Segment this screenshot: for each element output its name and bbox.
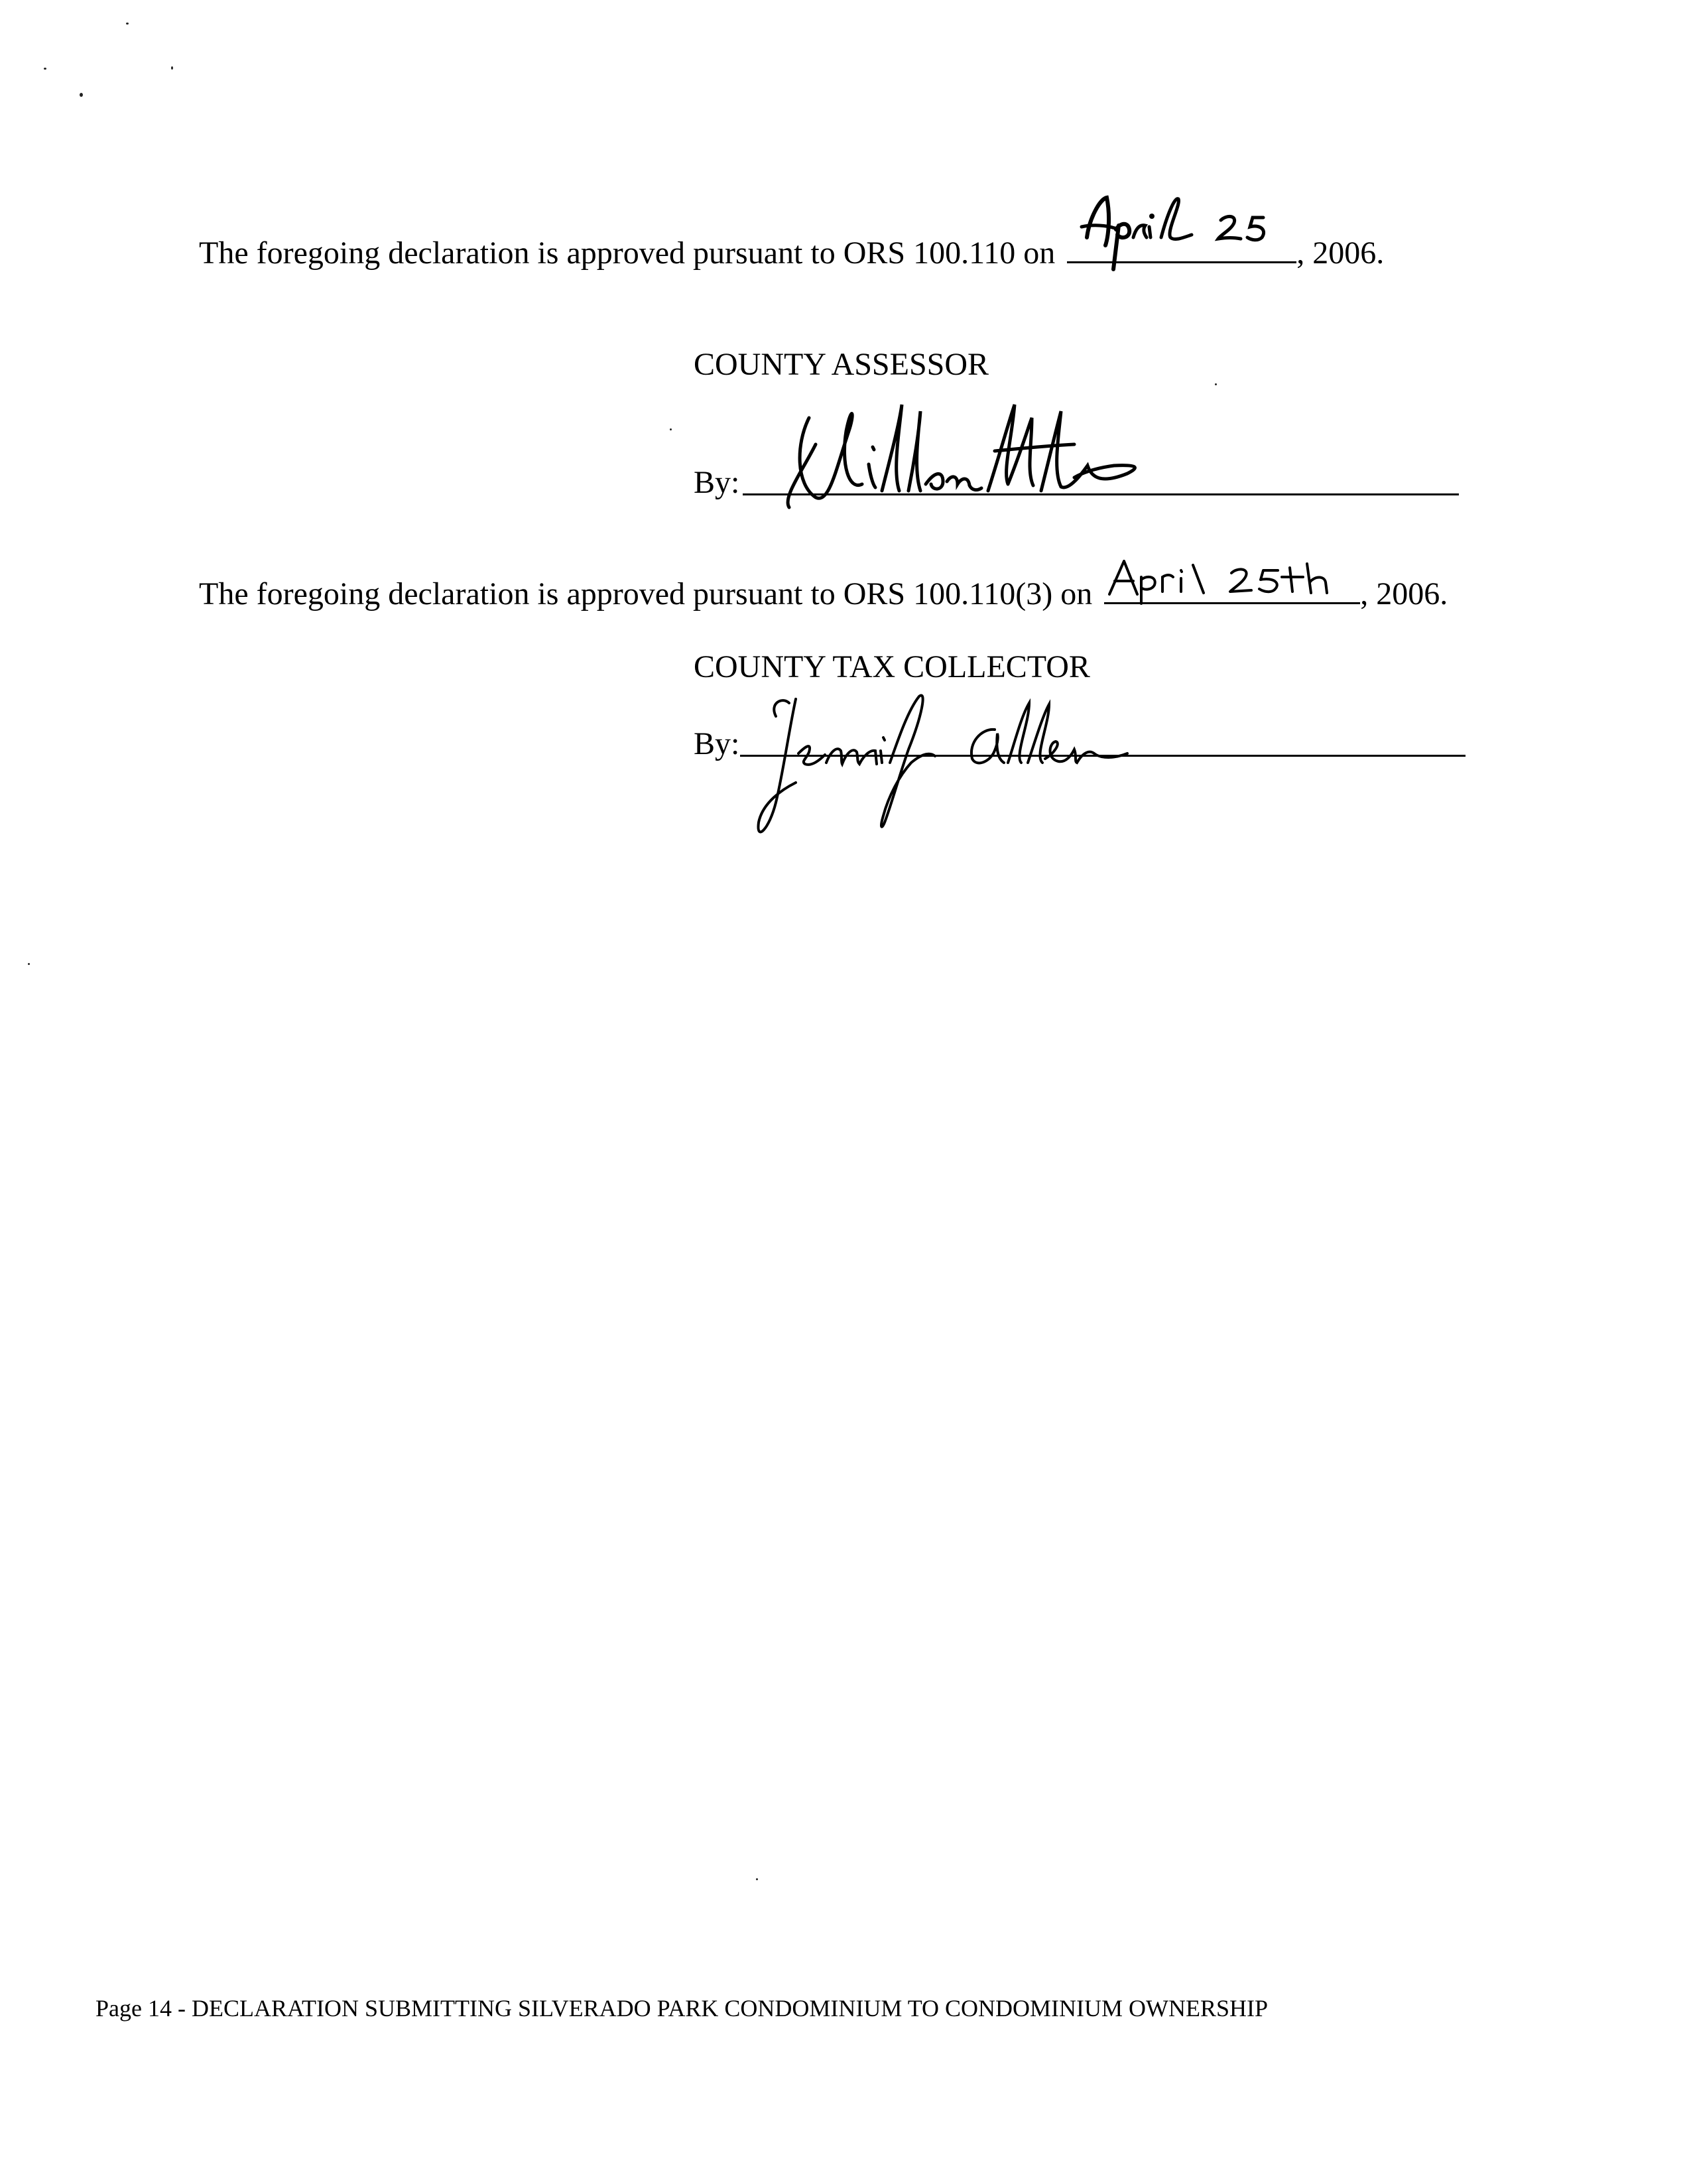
scan-speck xyxy=(171,66,173,70)
assessor-approval-sentence xyxy=(199,232,1384,272)
scan-speck xyxy=(80,93,83,97)
tax-collector-approval-text: The foregoing declaration is approved pursuant to ORS 100.110(3) on xyxy=(199,576,1093,611)
page-footer: Page 14 - DECLARATION SUBMITTING SILVERADO PARK CONDOMINIUM TO CONDOMINIUM OWNERSHIP xyxy=(95,1995,1269,2022)
assessor-approval-year: , 2006. xyxy=(1296,235,1385,271)
assessor-approval-text: The foregoing declaration is approved pursuant to ORS 100.110 on xyxy=(199,235,1056,271)
scan-speck xyxy=(1215,383,1217,385)
scan-speck xyxy=(670,428,672,430)
tax-collector-approval-sentence xyxy=(199,573,1448,613)
tax-collector-by-label: By: xyxy=(694,726,740,761)
assessor-by-label: By: xyxy=(694,465,740,500)
assessor-approval-handwritten-date xyxy=(1067,191,1296,271)
tax-collector-heading: COUNTY TAX COLLECTOR xyxy=(694,649,1090,684)
tax-collector-approval-date-blank xyxy=(1104,573,1360,604)
scan-speck xyxy=(126,23,129,25)
scan-speck xyxy=(756,1878,758,1880)
assessor-approval-date-blank xyxy=(1067,232,1296,263)
assessor-heading: COUNTY ASSESSOR xyxy=(694,347,989,382)
tax-collector-approval-year: , 2006. xyxy=(1360,576,1448,611)
assessor-signature xyxy=(769,391,1180,524)
tax-collector-signature xyxy=(743,690,1167,842)
scan-speck xyxy=(44,68,46,70)
tax-collector-approval-handwritten-date xyxy=(1104,550,1369,604)
scan-speck xyxy=(28,963,30,965)
